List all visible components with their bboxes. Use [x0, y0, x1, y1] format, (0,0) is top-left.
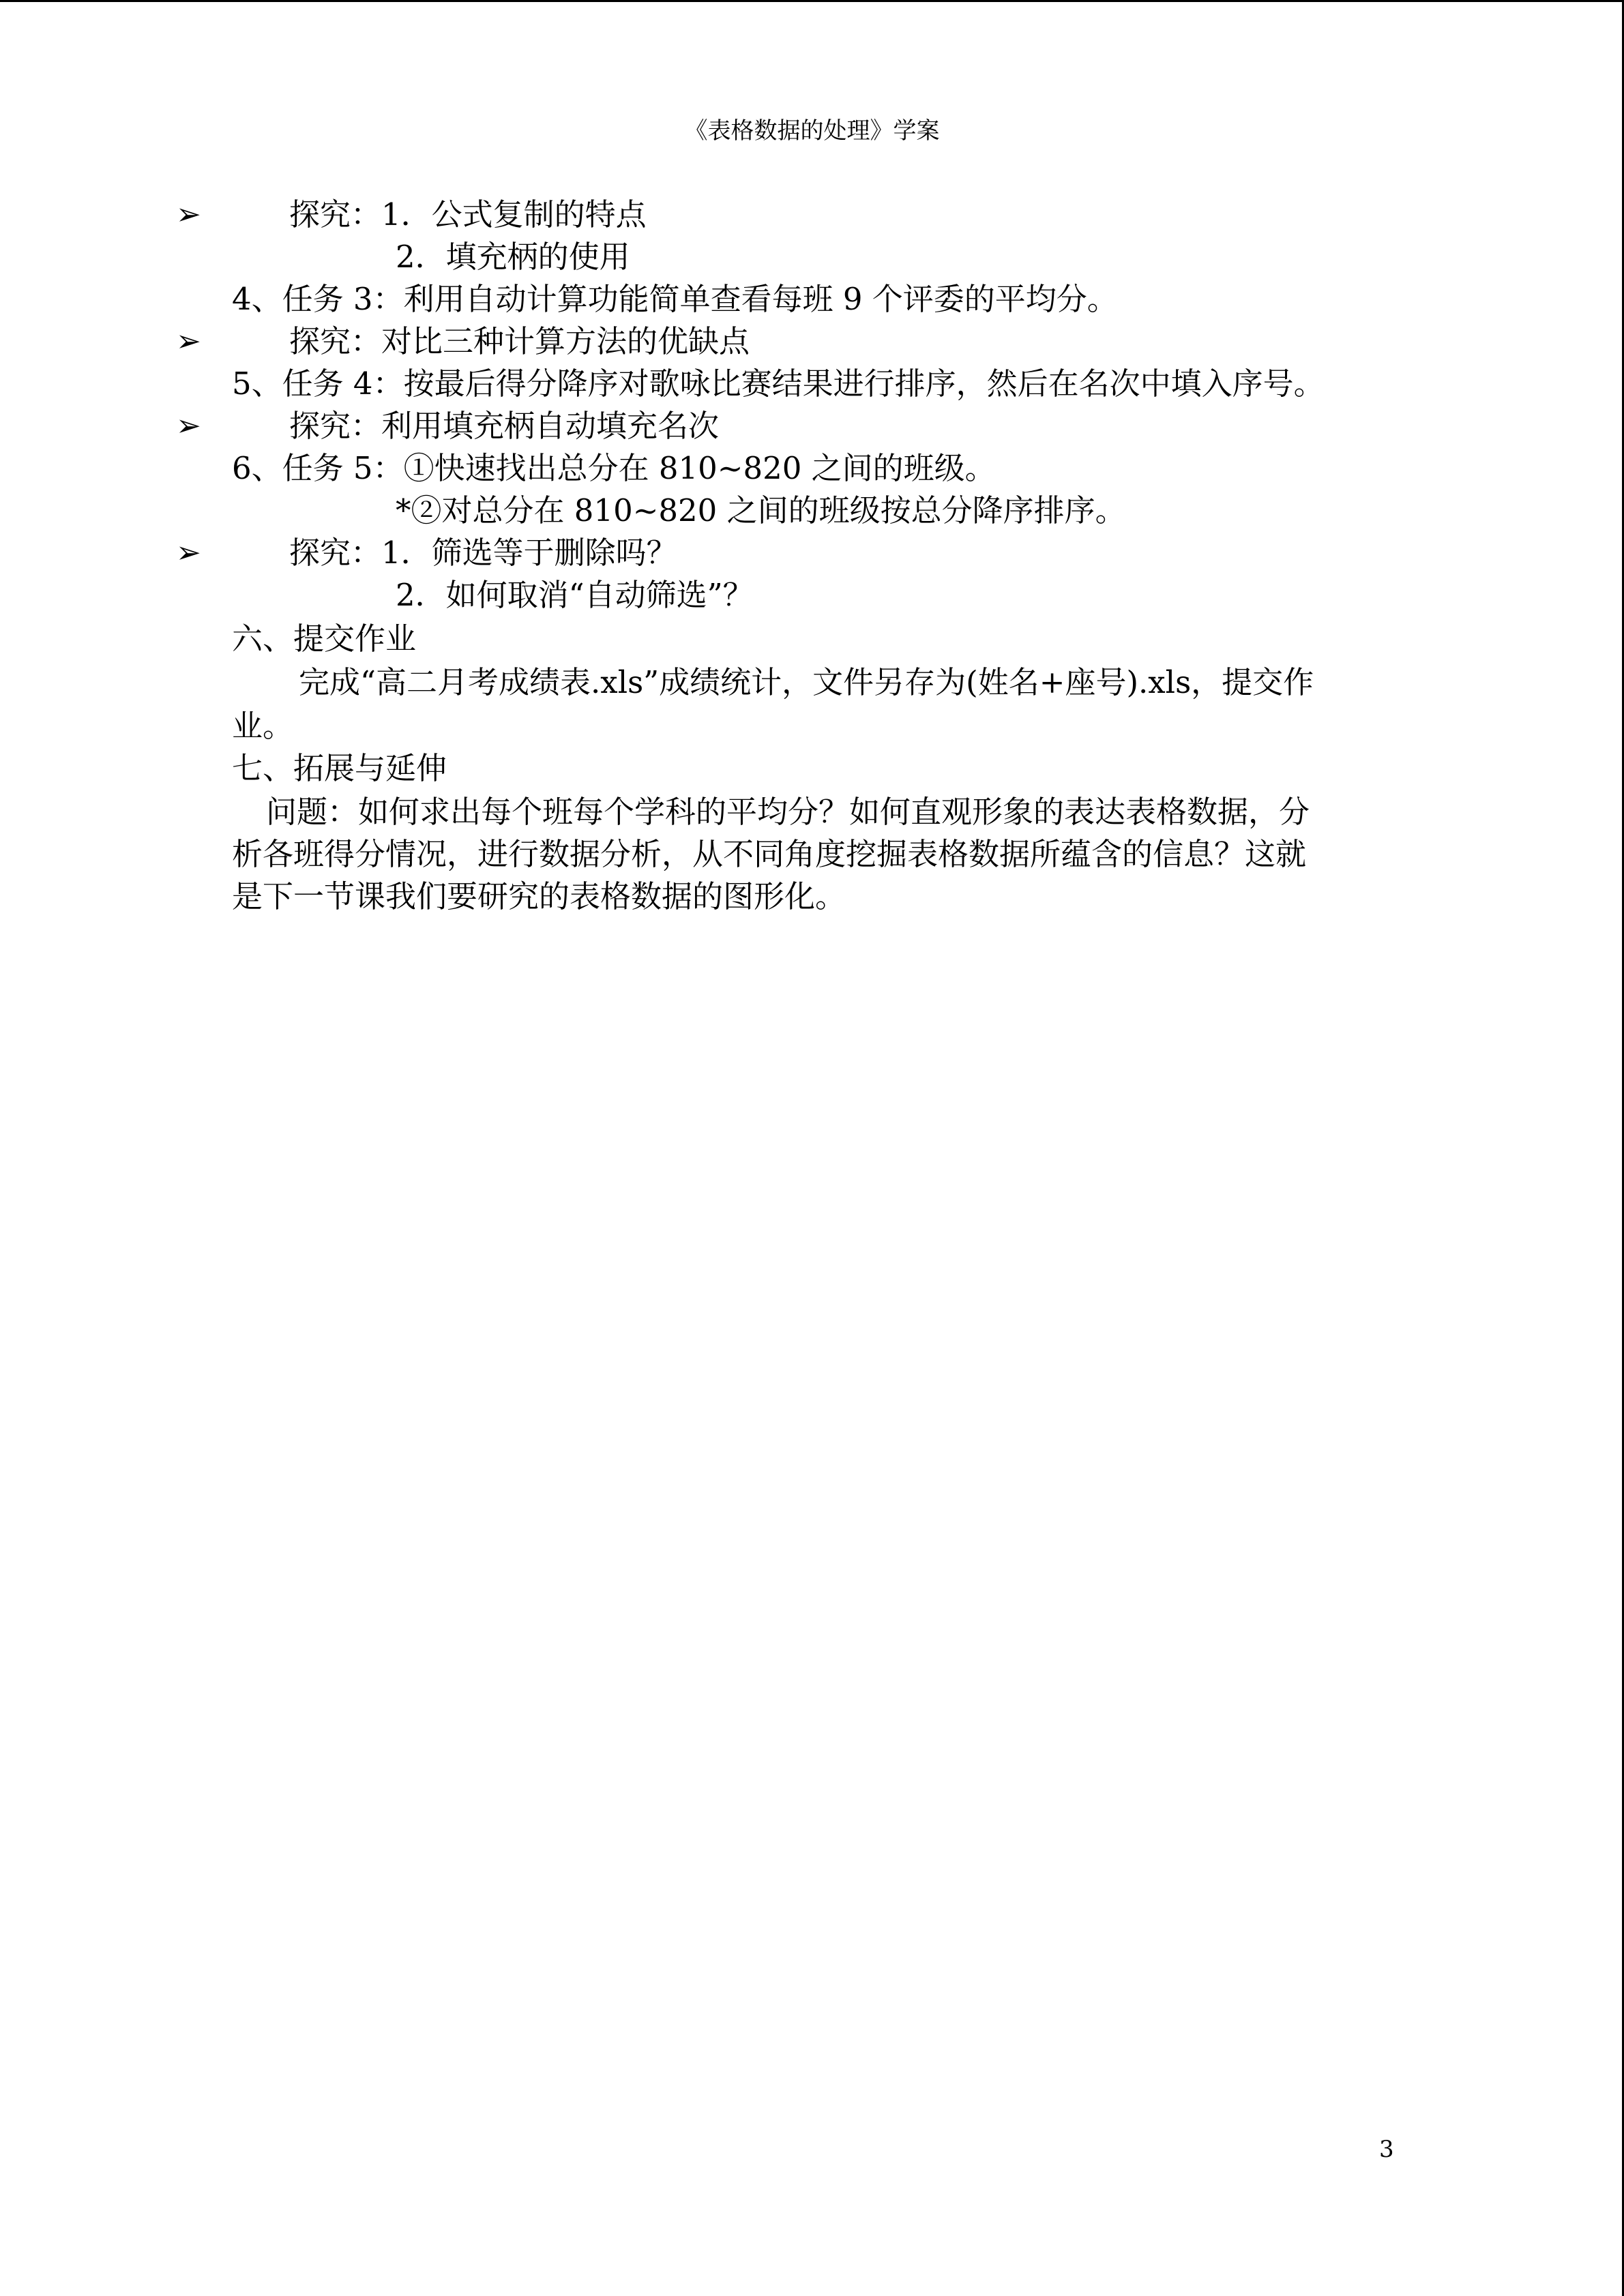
- page-top-border: [0, 0, 1624, 2]
- section-7-line-3: 是下一节课我们要研究的表格数据的图形化。: [232, 878, 846, 914]
- section-7-line-2: 析各班得分情况，进行数据分析，从不同角度挖掘表格数据所蕴含的信息？这就: [232, 836, 1307, 872]
- explore-compare-methods: 探究：对比三种计算方法的优缺点: [289, 323, 750, 359]
- task-4-text: 5、任务 4：按最后得分降序对歌咏比赛结果进行排序，然后在名次中填入序号。: [232, 366, 1325, 402]
- section-6-line-1: 完成“高二月考成绩表.xls”成绩统计，文件另存为(姓名+座号).xls，提交作: [299, 664, 1314, 700]
- page-number: 3: [1379, 2136, 1394, 2163]
- bullet-arrow-icon: ➢: [176, 324, 201, 359]
- section-6-heading: 六、提交作业: [232, 621, 417, 657]
- bullet-arrow-icon: ➢: [176, 408, 201, 443]
- task-5-line-2: *②对总分在 810~820 之间的班级按总分降序排序。: [396, 492, 1126, 528]
- explore-fill-rank: 探究：利用填充柄自动填充名次: [289, 408, 720, 444]
- bullet-arrow-icon: ➢: [176, 535, 201, 570]
- explore-filter-delete: 探究：1．筛选等于删除吗？: [289, 535, 677, 571]
- task-3-text: 4、任务 3：利用自动计算功能简单查看每班 9 个评委的平均分。: [232, 281, 1118, 317]
- section-7-line-1: 问题：如何求出每个班每个学科的平均分？如何直观形象的表达表格数据，分: [266, 794, 1310, 830]
- explore-cancel-filter: 2．如何取消“自动筛选”？: [396, 577, 754, 613]
- explore-formula-copy: 探究：1．公式复制的特点: [289, 196, 647, 233]
- explore-fill-handle: 2．填充柄的使用: [396, 239, 630, 275]
- page-header-title: 《表格数据的处理》学案: [684, 117, 940, 145]
- task-5-line-1: 6、任务 5：①快速找出总分在 810~820 之间的班级。: [232, 450, 996, 486]
- section-7-heading: 七、拓展与延伸: [232, 750, 447, 786]
- section-6-line-2: 业。: [232, 708, 294, 744]
- bullet-arrow-icon: ➢: [176, 197, 201, 232]
